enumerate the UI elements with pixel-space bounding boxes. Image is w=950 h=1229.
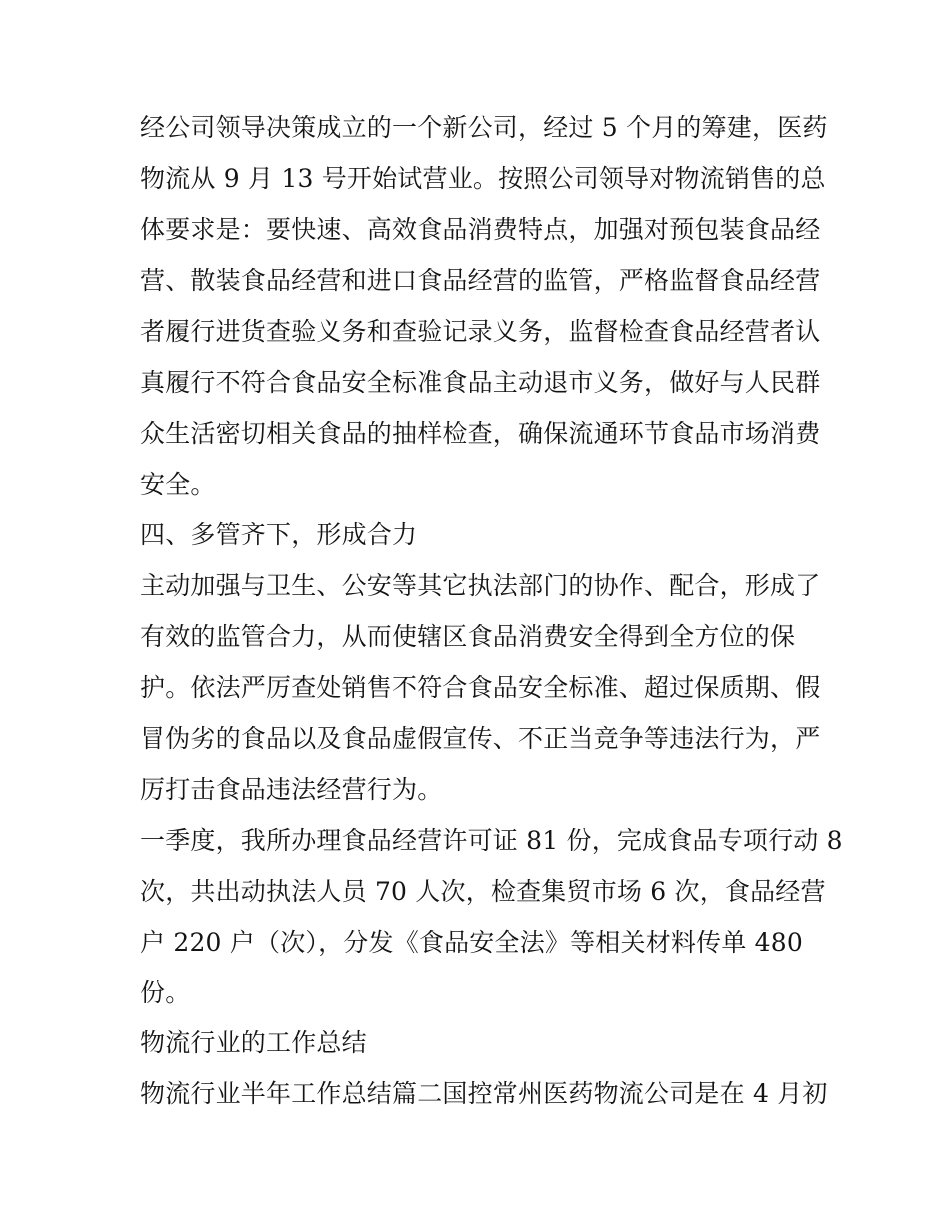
text-line: 护。依法严厉查处销售不符合食品安全标准、超过保质期、假	[140, 673, 821, 702]
text-line: 有效的监管合力，从而使辖区食品消费安全得到全方位的保	[140, 622, 796, 651]
text-line: 物流从 9 月 13 号开始试营业。按照公司领导对物流销售的总	[140, 164, 826, 193]
text-line: 份。	[140, 978, 191, 1007]
text-line: 物流行业半年工作总结篇二国控常州医药物流公司是在 4 月初	[140, 1079, 828, 1108]
text-line: 一季度，我所办理食品经营许可证 81 份，完成食品专项行动 8	[140, 826, 843, 855]
text-line: 户 220 户（次），分发《食品安全法》等相关材料传单 480	[140, 928, 803, 957]
text-line: 营、散装食品经营和进口食品经营的监管，严格监督食品经营	[140, 266, 821, 295]
text-line: 经公司领导决策成立的一个新公司，经过 5 个月的筹建，医药	[140, 113, 828, 142]
text-line: 众生活密切相关食品的抽样检查，确保流通环节食品市场消费	[140, 419, 821, 448]
text-line: 次，共出动执法人员 70 人次，检查集贸市场 6 次，食品经营	[140, 877, 826, 906]
text-line: 主动加强与卫生、公安等其它执法部门的协作、配合，形成了	[140, 571, 821, 600]
text-line: 真履行不符合食品安全标准食品主动退市义务，做好与人民群	[140, 368, 821, 397]
text-line: 厉打击食品违法经营行为。	[140, 775, 443, 804]
text-line: 冒伪劣的食品以及食品虚假宣传、不正当竞争等违法行为，严	[140, 724, 821, 753]
text-line: 安全。	[140, 470, 216, 499]
section-heading: 物流行业的工作总结	[140, 1028, 367, 1057]
text-line: 者履行进货查验义务和查验记录义务，监督检查食品经营者认	[140, 317, 821, 346]
section-heading: 四、多管齐下，形成合力	[140, 520, 418, 549]
text-line: 体要求是：要快速、高效食品消费特点，加强对预包装食品经	[140, 215, 821, 244]
